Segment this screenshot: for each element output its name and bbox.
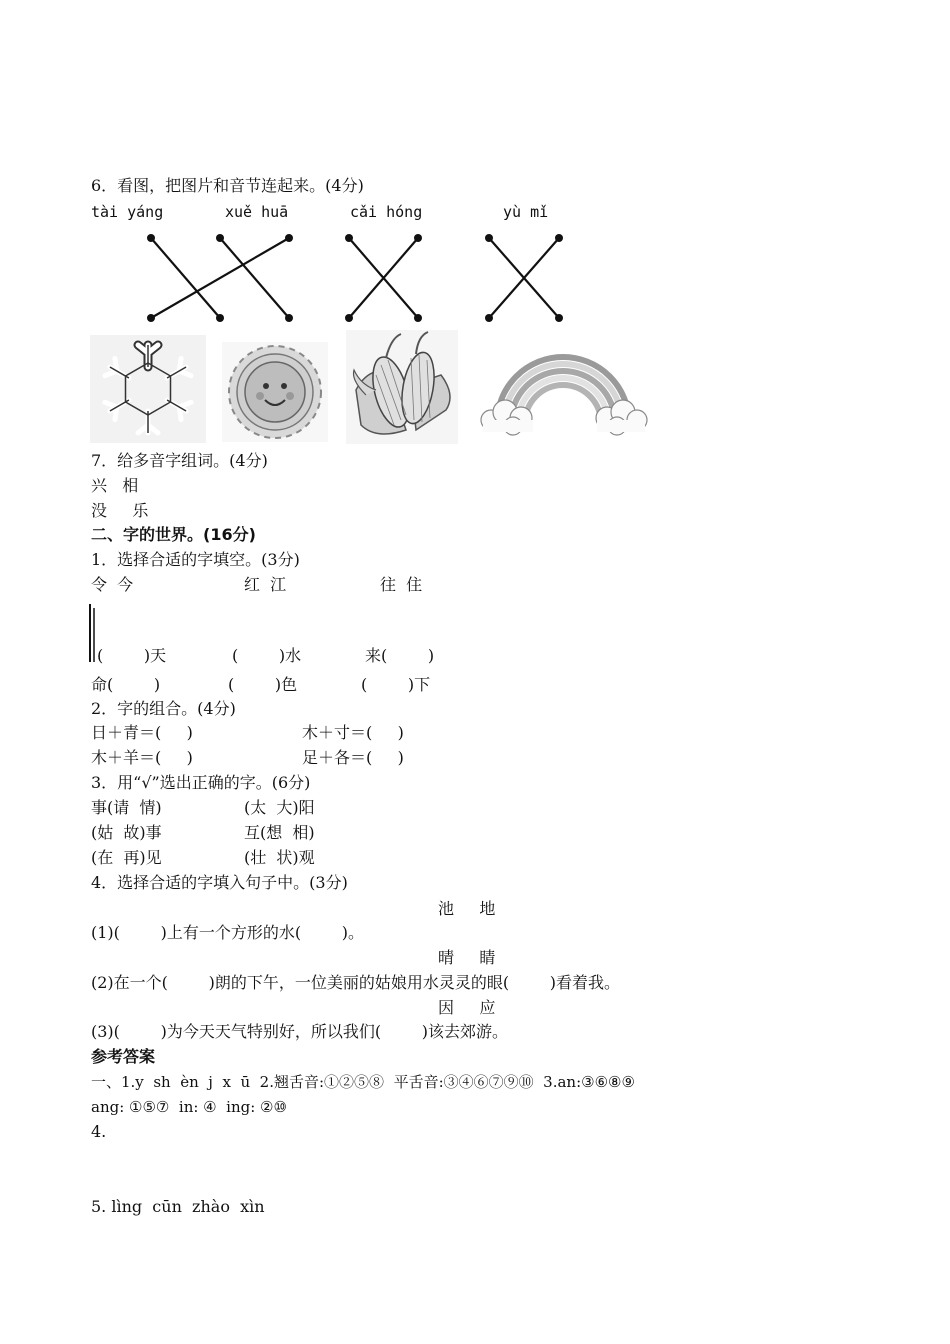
dot xyxy=(485,314,493,322)
q7-row1: 兴 相 xyxy=(91,476,139,495)
s2q1-title: 1．选择合适的字填空。(3分) xyxy=(91,550,300,569)
s2q4-title: 4．选择合适的字填入句子中。(3分) xyxy=(91,873,348,892)
s2q3-item6: (壮 状)观 xyxy=(244,848,315,867)
answers-line1: 一、1.y sh èn j x ū 2.翘舌音:①②⑤⑧ 平舌音:③④⑥⑦⑨⑩ 3.an:③⑥⑧⑨ xyxy=(91,1073,635,1091)
dot xyxy=(147,234,155,242)
q7-title: 7．给多音字组词。(4分) xyxy=(91,451,268,470)
s2q3-title: 3．用“√”选出正确的字。(6分) xyxy=(91,773,311,792)
dot xyxy=(345,314,353,322)
pinyin-caihong: cǎi hóng xyxy=(350,203,423,221)
s2q1-group-1: 令 今 xyxy=(91,575,134,594)
s2q2-item1: 日＋青＝( ) xyxy=(91,723,193,742)
s2q3-item2: (太 大)阳 xyxy=(244,798,315,817)
s2q1-row2-item3: ( )下 xyxy=(361,675,431,694)
answers-title: 参考答案 xyxy=(91,1047,156,1066)
s2q1-group-2: 红 江 xyxy=(244,575,287,594)
pinyin-taiyang: tài yáng xyxy=(91,203,164,221)
snowflake-icon xyxy=(90,335,206,443)
matching-lines xyxy=(0,0,950,340)
s2q1-group-3: 往 住 xyxy=(380,575,423,594)
s2q4-choices1: 池 地 xyxy=(438,899,496,918)
pinyin-yumi: yù mǐ xyxy=(503,203,549,221)
answers-line3: 4. xyxy=(91,1122,107,1141)
answers-line4: 5. lìng cūn zhào xìn xyxy=(91,1197,265,1216)
q7-row2: 没 乐 xyxy=(91,501,149,520)
dot xyxy=(414,314,422,322)
dot xyxy=(147,314,155,322)
s2q2-item4: 足＋各＝( ) xyxy=(302,748,404,767)
answers-line2: ang: ①⑤⑦ in: ④ ing: ②⑩ xyxy=(91,1098,287,1116)
s2q4-choices2: 晴 睛 xyxy=(438,948,496,967)
s2q3-item4: 互(想 相) xyxy=(244,823,315,842)
s2q1-row1-item2: ( )水 xyxy=(232,646,302,665)
dot xyxy=(285,314,293,322)
s2q1-row2-item2: ( )色 xyxy=(228,675,298,694)
dot xyxy=(216,314,224,322)
s2q2-item3: 木＋羊＝( ) xyxy=(91,748,193,767)
s2q1-row1-item1: ( )天 xyxy=(97,646,167,665)
dot xyxy=(555,234,563,242)
dot xyxy=(485,234,493,242)
s2q3-item3: (姑 故)事 xyxy=(91,823,162,842)
s2q3-item5: (在 再)见 xyxy=(91,848,162,867)
s2q1-row2-item1: 命( ) xyxy=(91,675,161,694)
dot xyxy=(285,234,293,242)
s2q1-row1-item3: 来( ) xyxy=(365,646,435,665)
q6-title: 6．看图，把图片和音节连起来。(4分) xyxy=(91,176,364,195)
s2q4-sentence3: (3)( )为今天天气特别好，所以我们( )该去郊游。 xyxy=(91,1022,509,1041)
corn-icon xyxy=(346,330,458,444)
s2q4-choices3: 因 应 xyxy=(438,998,496,1017)
rainbow-icon xyxy=(477,328,649,440)
dot xyxy=(345,234,353,242)
section2-title: 二、字的世界。(16分) xyxy=(91,525,256,544)
s2q3-item1: 事(请 情) xyxy=(91,798,162,817)
s2q2-title: 2．字的组合。(4分) xyxy=(91,699,236,718)
s2q2-item2: 木＋寸＝( ) xyxy=(302,723,404,742)
sun-icon xyxy=(222,342,328,442)
s2q4-sentence2: (2)在一个( )朗的下午，一位美丽的姑娘用水灵灵的眼( )看着我。 xyxy=(91,973,621,992)
dot xyxy=(414,234,422,242)
pinyin-xuehua: xuě huā xyxy=(225,203,289,221)
dot xyxy=(555,314,563,322)
s2q4-sentence1: (1)( )上有一个方形的水( )。 xyxy=(91,923,365,942)
dot xyxy=(216,234,224,242)
